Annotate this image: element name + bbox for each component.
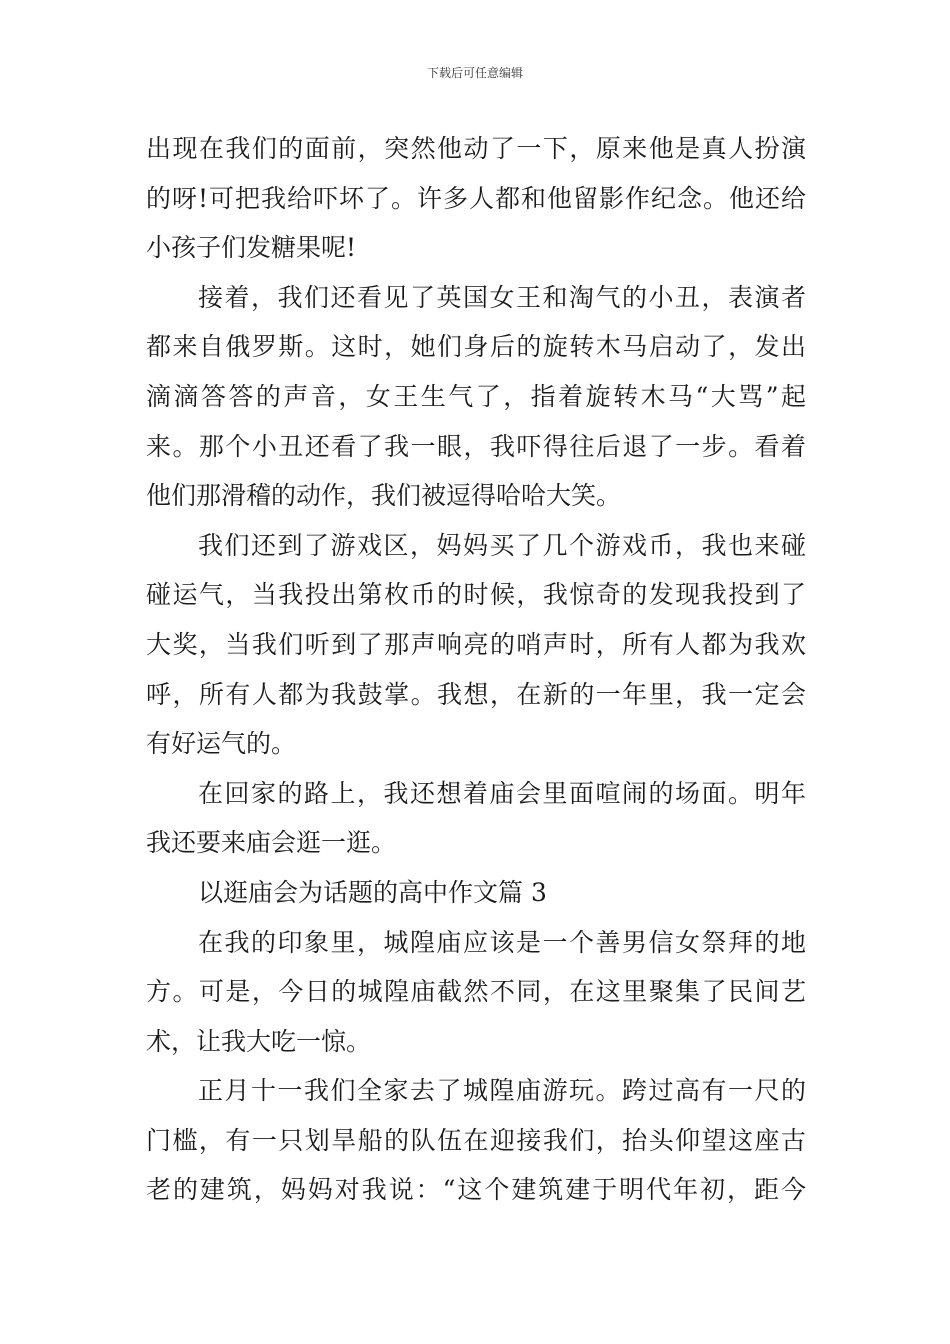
text-line: 小孩子们发糖果呢! (146, 233, 357, 263)
document-body (146, 124, 806, 1215)
text-line: 老的建筑，妈妈对我说：“这个建筑建于明代年初，距今 (146, 1175, 806, 1205)
text-line: 来。那个小丑还看了我一眼，我吓得往后退了一步。看着 (146, 431, 806, 461)
text-line: 方。可是，今日的城隍庙截然不同，在这里聚集了民间艺 (146, 977, 806, 1007)
page-header: 下载后可任意编辑 (426, 66, 523, 80)
text-line: 我们还到了游戏区，妈妈买了几个游戏币，我也来碰 (198, 530, 806, 560)
text-line: 我还要来庙会逛一逛。 (146, 828, 397, 858)
text-line: 有好运气的。 (146, 729, 297, 759)
text-line: 出现在我们的面前，突然他动了一下，原来他是真人扮演 (146, 134, 806, 163)
text-line: 滴滴答答的声音，女王生气了，指着旋转木马“大骂”起 (146, 381, 806, 411)
text-line: 都来自俄罗斯。这时，她们身后的旋转木马启动了，发出 (146, 332, 806, 362)
text-line: 以逛庙会为话题的高中作文篇 3 (198, 877, 547, 907)
text-line: 门槛，有一只划旱船的队伍在迎接我们，抬头仰望这座古 (146, 1125, 806, 1155)
text-line: 呼，所有人都为我鼓掌。我想，在新的一年里，我一定会 (146, 679, 806, 709)
text-line: 正月十一我们全家去了城隍庙游玩。跨过高有一尺的 (198, 1076, 806, 1106)
text-line: 接着，我们还看见了英国女王和淘气的小丑，表演者 (198, 282, 806, 312)
text-line: 大奖，当我们听到了那声响亮的哨声时，所有人都为我欢 (146, 629, 806, 659)
text-line: 的呀!可把我给吓坏了。许多人都和他留影作纪念。他还给 (146, 183, 806, 213)
text-line: 在我的印象里，城隍庙应该是一个善男信女祭拜的地 (198, 927, 806, 957)
text-line: 碰运气，当我投出第枚币的时候，我惊奇的发现我投到了 (146, 580, 806, 610)
text-line: 他们那滑稽的动作，我们被逗得哈哈大笑。 (146, 481, 622, 511)
text-line: 在回家的路上，我还想着庙会里面喧闹的场面。明年 (198, 778, 806, 808)
text-line: 术，让我大吃一惊。 (146, 1026, 372, 1056)
